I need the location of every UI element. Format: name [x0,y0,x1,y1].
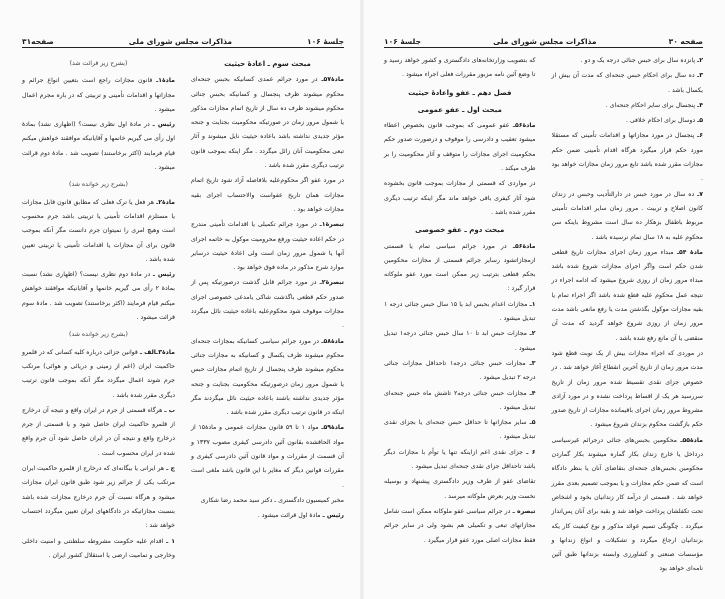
section-heading: مبحث دوم ـ عفو خصوصی [415,226,505,235]
article-paragraph [552,99,704,113]
article-paragraph [552,129,704,186]
article-text: اقدام علیه حکومت مشروطه سلطنتی و امنیت داخلی وخارجی و تمامیت ارضی یا استقلال کشور ایران . [22,537,175,559]
article-paragraph [384,505,536,548]
article-label: ب ـ [164,406,175,414]
article-label: ۳ـ [529,359,536,367]
article-label: ج ـ [166,465,175,473]
article-label: رئیس ـ [152,121,175,129]
column-right [191,54,344,589]
article-paragraph [22,196,175,267]
article-text: مخبر کمیسیون دادگستری ـ دکتر سید محمد رضا شکاری [200,496,344,504]
article-label: تبصرهٔ۲ـ [319,279,345,287]
article-label: ۵ـ [529,419,536,427]
article-text: در موردی که اجراء مجازات بیش از یک نوبت قطع شود مدت مرور زمان از تاریخ آخرین انقطاع آغاز خواهد شد . در خصوص جزای نقدی تقسیط شده مرور زمان از تاریخ سررسید هر یک از اقساط پرداخت نشده و در مورد آزادی مشروط مرور زمان اجرای باقیمانده مجازات از تاریخ صدور حکم بازگشت محکوم بزندان شروع میشود . [551,349,703,429]
publication-title: مذاکرات مجلس شورای ملی [493,37,597,46]
right-page [362,0,725,599]
article-label: مادهٔ۵۹ـ [321,424,345,432]
article-paragraph [384,54,536,83]
article-text: دوسال برای احکام خلافی . [625,117,696,125]
article-label: مادهٔ۲ـ [156,198,176,206]
article-paragraph [552,347,704,433]
article-text: مبداء مرور زمان اجرای مجازات تاریخ قطعی شدن حکم است واگر اجرای مجازات شروع شده باشد مبداء مرور زمان از روزی شروع میشود که ادامه اجراء در نتیجه عمل محکوم علیه قطع شده باشد اگر اجراء تمام یا بقیه مجازات موکول بگذشتن مدت یا رفع مانعی باشد مدت مرور زمان از روزی شروع خواهد گردید که مدت آن منقضی یا آن مانع رفع شده باشد . [551,248,703,342]
article-label: تبصرهٔ۱ـ [319,221,345,229]
article-paragraph [384,298,536,327]
article-paragraph [384,446,536,475]
article-paragraph [191,335,344,421]
article-paragraph [384,416,536,445]
article-text: در جرائم سیاسی عفو ملوکانه ممکن است شامل مجازاتهای تبعی و تکمیلی هم بشود ولی در سایر جرائم فقط مجازات اصلی مورد عفو قرار میگیرد . [384,507,536,544]
article-label: مادهٔ۵۷ـ [321,76,344,84]
article-text: قوانین جزائی درباره کلیه کسانی که در قلمرو حاکمیت ایران (اعم از زمینی و دریائی و هوائی) مرتکب جرم شوند اعمال میگردد مگر آنکه بموجب قانون ترتیب دیگری مقرر شده باشد . [22,348,175,399]
article-paragraph [22,462,175,533]
session-label: جلسهٔ ۱۰۶ [307,37,344,46]
article-text: هرگاه قسمتی از جرم در ایران واقع و نتیجه آن درخارج از قلمرو حاکمیت ایران حاصل شود و یا قسمتی از جرم درخارج واقع و نتیجه آن در ایران حاصل شود آن جرم واقع شده در ایران محسوب است . [22,406,175,457]
article-text: مادهٔ اول قرائت میشود . [257,512,321,520]
article-paragraph [384,327,536,356]
article-paragraph [384,387,536,416]
article-text: در مورد جرائم عمدی کسانیکه بحبس جنحه‌ای محکوم میشوند ظرف پنجسال و کسانیکه بحبس جنائی محکوم میشوند ظرف ده سال از تاریخ اتمام مجازات مذکور یا شمول مرور زمان در صورتیکه محکومیت بجنایت و جنحه مؤثر جدیدی نداشته باشد باعاده حیثیت نایل میشوند و آثار تبعی محکومیت آنان زائل میگردد . مگر اینکه بموجب قانون ترتیب دیگری مقرر شده باشد . [191,76,344,170]
article-paragraph [552,54,704,68]
article-label: ۱ـ [529,300,536,308]
article-label: مادهٔ۵۵ـ [680,436,704,444]
article-label: رئیس ـ [322,512,344,520]
session-label: جلسهٔ ۱۰۶ [384,37,422,46]
left-page [0,0,362,599]
article-label: ۴ـ [697,101,703,109]
article-text: تقاضای عفو از طرف وزیر دادگستری پیشنهاد و بوسیله نخست وزیر بعرض ملوکانه میرسد . [384,478,536,500]
article-label: ۳ـ [697,72,703,80]
article-text: محکومین بحبس‌های جنائی درجرائم غیرسیاسی درداخل یا خارج زندان بکار گماره میشوند بکار گماردن محکومین بحبس‌های جنحه‌ای بتقاضای آنان یا بنظر دادگاه است که ضمن حکم مجازات و یا بموجب تصمیم بعدی مقرر خواهد شد . قسمتی از درآمد کار زندانیان بخود و اشخاص تحت تکفلشان پرداخت خواهد شد و بقیه برای آنان پس‌انداز میگردد . چگونگی تسیم عوائد مذکور و نوع کیفیت کار یکه بزندانیان ارجاع میگردد و تشکیلات و انواع زندانها و مؤسسات صنعتی و کشاورزی وابسته بزندانها طبق آئین نامه‌ای خواهد بود [551,436,703,573]
header-rule [22,47,344,48]
article-text: در مورد جرائم سیاسی تمام یا قسمتی ازمجازاتشود رسایر جرائم قسمتی از مجازات محکومین بحکم قطعی بترتیب زیر ممکن است مورد عفو ملوکانه قرار گیرد : [384,242,536,293]
article-text: مجازات حبس جنائی درجه۱ تاحداقل مجازات جنائی درجه ۲ تبدیل میشود . [384,359,536,382]
publication-title: مذاکرات مجلس شورای ملی [128,37,233,46]
column-left [384,54,536,589]
article-text: سایر مجازاتها تا حداقل حبس جنحه‌ای یا بجزای نقدی تبدیل میشود . [384,419,536,441]
article-text: که بتصویب وزارتخانه‌های دادگستری و کشور خواهد رسید و تا وضع آئین نامه مزبور مقررات فعلی اجراء میشود . [384,57,536,79]
header-rule [384,47,703,48]
article-text: هر ایرانی یا بیگانه‌ای که درخارج از قلمرو حاکمیت ایران مرتکب یکی از جرائم زیر شود طبق قانون ایران مجازات میشود و هرگاه نسبت آن جرم درخارج مجازات شده باشد بنسبت مجازاتیکه در دادگاههای ایران تعیین میگردد احتساب خواهد شد : [22,465,175,530]
article-paragraph [22,118,175,175]
article-paragraph [22,268,175,325]
article-paragraph [384,177,536,220]
article-text: در مادهٔ دوم نظری نیست؟ (اظهاری نشد) نسبت بمادهٔ ۲ رأی می گیریم خانمها و آقایانیکه موافقند خواهش میکنم قیام فرمایند (اکثر برخاستند) تصویب شد . مادهٔ سوم قرائت میشود . [22,271,175,322]
article-paragraph [552,69,704,98]
article-paragraph [552,188,704,245]
article-paragraph [191,276,344,333]
page-header [22,32,344,46]
column-right [552,54,704,589]
reading-note: (بشرح زیر خوانده شد) [69,331,128,339]
article-paragraph [22,74,175,117]
article-text: جزای نقدی اعم ازاینکه تنها یا توأم با مجازات دیگر باشد تاحداقل جزای نقدی جنحه‌ای تبدیل میشود . [384,448,536,471]
article-label: ۱ ـ [166,537,175,545]
article-text: پنجسال برای سایر احکام جنحه‌ای . [605,101,696,109]
article-text: مجازات حبس ابد تا ۱۰ سال حبس جنائی درجه۱ تبدیل میشود . [384,330,536,352]
article-text: هر فعل یا ترک فعلی که مطابق قانون قابل مجازات یا مستلزم اقدامات تأمینی یا تربیتی باشد جرم محسوب است وهیچ امری را نمیتوان جرم دانست مگر آنکه بموجب قانون برای آن مجازات یا اقدامات تأمینی یا تربیتی تعیین شده باشد . [22,198,175,263]
columns [22,54,344,589]
article-text: ده سال برای احکام حبس جنحه‌ای که مدت آن بیش از یکسال باشد . [551,72,703,94]
article-label: مادهٔ۳ـالف ـ [139,348,176,356]
article-label: ۶ـ [697,132,704,140]
page-number: صفحه۳۱ [22,37,54,46]
page-number: صفحه ۳۰ [668,37,703,46]
article-label: مادهٔ۵۶ـ [512,242,536,250]
article-text: پانزده سال برای حبس جنائی درجه یک و دو . [580,57,696,64]
article-paragraph [384,357,536,386]
article-paragraph [191,174,344,217]
article-label: ۲ـ [529,330,536,338]
article-text: در مورد عفو اگر محکوم‌علیه بلافاصله آزاد شود تاریخ اتمام مجازات همان تاریخ عفواست والاحتساب اجرای بقیه مجازات خواهد بود . [191,177,344,213]
article-paragraph [22,346,175,403]
column-left [22,54,175,589]
article-text: در مورد جرائم سیاسی کسانیکه بمجازات جنحه‌ای محکوم میشوند ظرف یکسال و کسانیکه به مجازات جنائی محکوم میشوند ظرف پنجسال از تاریخ اتمام مجازات حبس یا شمول مرور زمان درصورتیکه محکومیت بجنایت و جنحه مؤثر جدیدی نداشته باشند باعاده حیثیت نائل میگردند مگر اینکه در قانون ترتیب دیگری مقرر شده باشد . [191,337,344,417]
columns [384,54,703,589]
article-label: ۵ـ [697,117,703,125]
page-header [384,32,703,46]
section-heading: مبحث اول ـ عفو عمومی [417,105,502,114]
section-heading: فصل دهم ـ عفو واعادهٔ حیثیت [408,88,512,97]
article-text: مجازات اعدام بحبس ابد یا ۱۵ سال حبس جنائی درجه ۱ تبدیل میشود . [384,300,536,323]
article-text: در مورد جرائم قابل گذشت درصورتیکه پس از صدور حکم قطعی باگذشت شاکی یامدعی خصوصی اجرای مجازات موقوف شود محکوم‌علیه باعاده حیثیت نائل میگردد . [191,279,344,330]
article-text: مجازات حبس جنائی درجه۲ تاشش ماه حبس جنحه‌ای تبدیل میشود . [384,389,536,411]
article-paragraph [552,434,704,577]
reading-note: (بشرح زیر قرائت شد) [69,60,128,67]
article-text: در مورد جرائم تکمیلی یا اقدامات تأمینی مندرج در حکم اعاده حیثیت ورفع محرومیت موکول به خاتمه اجرای آنها یا شمول مرور زمان است ولی اعادهٔ حیثیت درسایر موارد شرح مذکور در ماده فوق خواهد بود . [191,221,344,272]
article-text: قانون مجازات راجع است بتعیین انواع جرائم و مجازاتها و اقدامات تأمینی و تربیتی که در باره مجرم اعمال میشود . [22,77,175,113]
article-label: مادهٔ۵۸ـ [321,337,345,345]
article-text: در مادهٔ اول نظری نیست؟ (اظهاری نشد) بمادهٔ اول رأی می گیریم خانمها و آقایانیکه موافقند خواهش میکنم قیام فرمایند (اکثر برخاستند) تصویب شد . مادهٔ دوم قرائت میشود . [22,121,175,172]
article-text: عفو عمومی که بموجب قانون بخصوص اعطاء میشود تعقیب و دادرسی را موقوف و درصورت صدور حکم محکومیت اجرای مجازات را متوقف و آثار محکومیت را بر طرف میکند . [384,122,536,173]
article-text: در مواردی که قسمتی از مجازات بموجب قانون بخشوده شود آثار کیفری باقی خواهد ماند مگر اینکه ترتیب دیگری مقرر شده باشد . [384,180,536,216]
article-paragraph [552,114,704,128]
article-paragraph [384,119,536,176]
article-label: مادهٔ ۵۴ـ [676,248,704,256]
article-paragraph [191,73,344,173]
article-text: مواد ۱ تا ۵۹ قانون مجازات عمومی و مادهٔ۱۵ از مواد الحاقشده بقانون آئین دادرسی کیفری مصوب ۱۳۳۷ و آن قسمت از مقررات و مواد قانون آئین دادرسی کیفری و مقررات قوانین دیگر که مغایر با این قانون باشد ملغی است . [191,424,344,489]
article-text: پنجسال در مورد مجازاتها و اقدامات تأمینی که مستقلا مورد حکم قرار میگیرد هرگاه اقدام تأمینی ضمن حکم مجازات مقرر شده باشد تابع مرور زمان مجازات خواهد بود . [551,132,703,183]
article-paragraph [22,535,175,564]
article-label: ۶ ـ [526,448,536,456]
article-label: تبصره ـ [512,507,536,515]
article-text: ده سال در مورد حبس در دارالتأدیب وحبس در زندان کانون اصلاح و تربیت . مرور زمان سایر اقدامات تأمینی مربوط باطفال بزهکار ده سال است مشروط باینکه سن محکوم علیه به ۱۸ سال تمام نرسیده باشد . [551,190,703,241]
article-paragraph [191,494,344,508]
article-paragraph [552,246,704,346]
section-heading: مبحث سوم ـ اعادهٔ حیثیت [224,60,311,68]
article-label: مادهٔ۵۶ـ [512,122,536,130]
article-paragraph [384,475,536,504]
article-label: ۴ـ [529,389,536,397]
article-label: رئیس ـ [152,271,175,279]
article-paragraph [191,509,344,523]
article-label: ۷ـ [697,190,703,198]
article-paragraph [384,240,536,297]
article-paragraph [22,404,175,461]
article-label: ۲ـ [697,57,703,64]
article-label: مادهٔ۱ـ [156,77,175,85]
article-paragraph [191,218,344,275]
reading-note: (بشرح زیر خوانده شد) [69,181,128,189]
article-paragraph [191,421,344,492]
